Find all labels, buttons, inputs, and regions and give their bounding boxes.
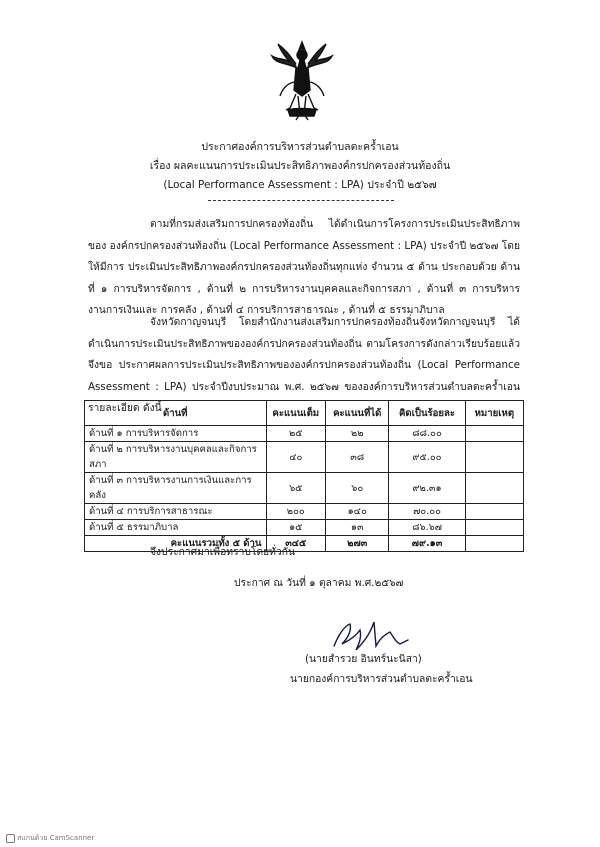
col-header-obtained-score: คะแนนที่ได้ — [326, 401, 389, 426]
row-obtained-score: ๖๐ — [326, 473, 389, 504]
row-obtained-score: ๑๔๐ — [326, 504, 389, 520]
paragraph-1 — [88, 214, 520, 322]
total-full-score: ๓๔๕ — [266, 536, 326, 552]
col-header-percent: คิดเป็นร้อยละ — [389, 401, 465, 426]
row-aspect: ด้านที่ ๔ การบริการสาธารณะ — [85, 504, 267, 520]
score-table — [84, 400, 524, 552]
table-row — [85, 426, 524, 442]
row-remark — [465, 504, 523, 520]
scanner-watermark — [6, 833, 94, 844]
dashed-divider — [208, 200, 394, 201]
row-remark — [465, 442, 523, 473]
row-full-score: ๔๐ — [266, 442, 326, 473]
col-header-aspect: ด้านที่ — [85, 401, 267, 426]
table-row — [85, 473, 524, 504]
table-row — [85, 520, 524, 536]
total-obtained-score: ๒๗๓ — [326, 536, 389, 552]
row-aspect: ด้านที่ ๕ ธรรมาภิบาล — [85, 520, 267, 536]
total-label: คะแนนรวมทั้ง ๕ ด้าน — [85, 536, 267, 552]
row-percent: ๙๕.๐๐ — [389, 442, 465, 473]
signer-name: (นายสำรวย อินทร์นะนิสา) — [305, 653, 422, 665]
row-obtained-score: ๒๒ — [326, 426, 389, 442]
row-aspect: ด้านที่ ๒ การบริหารงานบุคคลและกิจการสภา — [85, 442, 267, 473]
signer-title: นายกองค์การบริหารส่วนตำบลตะคร้ำเอน — [290, 673, 473, 685]
announcement-subject: เรื่อง ผลคะแนนการประเมินประสิทธิภาพองค์กรปกครองส่วนท้องถิ่น — [149, 160, 451, 172]
closing-announce: จึงประกาศมาเพื่อทราบโดยทั่วกัน — [150, 546, 296, 558]
row-aspect: ด้านที่ ๑ การบริหารจัดการ — [85, 426, 267, 442]
table-row — [85, 442, 524, 473]
row-remark — [465, 473, 523, 504]
total-percent: ๗๙.๑๓ — [389, 536, 465, 552]
announcement-date: ประกาศ ณ วันที่ ๑ ตุลาคม พ.ศ.๒๕๖๗ — [234, 577, 404, 589]
row-obtained-score: ๑๓ — [326, 520, 389, 536]
garuda-emblem-icon — [270, 38, 334, 124]
row-full-score: ๖๕ — [266, 473, 326, 504]
table-header-row — [85, 401, 524, 426]
row-remark — [465, 426, 523, 442]
row-percent: ๗๐.๐๐ — [389, 504, 465, 520]
scanner-text: สแกนด้วย CamScanner — [17, 834, 95, 842]
col-header-remark: หมายเหตุ — [465, 401, 523, 426]
row-remark — [465, 520, 523, 536]
total-remark — [465, 536, 523, 552]
paragraph-1-text: ตามที่กรมส่งเสริมการปกครองท้องถิ่น ได้ดำเนินการโครงการประเมินประสิทธิภาพของ องค์กรปกครองส่วนท้องถิ่น (Local Performance Assessment : LPA) ประจำปี ๒๕๖๗ โดยให้มีการ ประเมินประสิทธิภาพองค์กรปกครองส่วนท้องถิ่นทุกแห่ง จำนวน ๕ ด้าน ประกอบด้วย ด้านที่ ๑ การบริหารจัดการ , ด้านที่ ๒ การบริหารงานบุคคลและกิจการสภา , ด้านที่ ๓ การบริหารงานการเงินและ การคลัง , ด้านที่ ๔ การบริการสาธารณะ , ด้านที่ ๕ ธรรมาภิบาล — [88, 218, 520, 316]
row-full-score: ๒๐๐ — [266, 504, 326, 520]
row-percent: ๘๘.๐๐ — [389, 426, 465, 442]
paragraph-2-text: จังหวัดกาญจนบุรี โดยสำนักงานส่งเสริมการปกครองท้องถิ่นจังหวัดกาญจนบุรี ได้ ดำเนินการประเมินประสิทธิภาพขององค์กรปกครองส่วนท้องถิ่น ตามโครงการดังกล่าวเรียบร้อยแล้ว จึงขอ ประกาศผลการประเมินประสิทธิภาพขององค์กรปกครองส่วนท้องถิ่น (Local Performance Assessment : LPA) ประจำปีงบประมาณ พ.ศ. ๒๕๖๗ ขององค์การบริหารส่วนตำบลตะคร้ำเอน รายละเอียด ดังนี้ — [88, 316, 520, 414]
table-row — [85, 504, 524, 520]
row-obtained-score: ๓๘ — [326, 442, 389, 473]
camscanner-icon — [6, 834, 15, 843]
row-full-score: ๑๕ — [266, 520, 326, 536]
announcement-subject-cont: (Local Performance Assessment : LPA) ประจำปี ๒๕๖๗ — [163, 179, 437, 191]
announcement-org: ประกาศองค์การบริหารส่วนตำบลตะคร้ำเอน — [201, 141, 399, 153]
row-aspect: ด้านที่ ๓ การบริหารงานการเงินและการคลัง — [85, 473, 267, 504]
col-header-full-score: คะแนนเต็ม — [266, 401, 326, 426]
row-full-score: ๒๕ — [266, 426, 326, 442]
row-percent: ๙๒.๓๑ — [389, 473, 465, 504]
row-percent: ๘๖.๖๗ — [389, 520, 465, 536]
